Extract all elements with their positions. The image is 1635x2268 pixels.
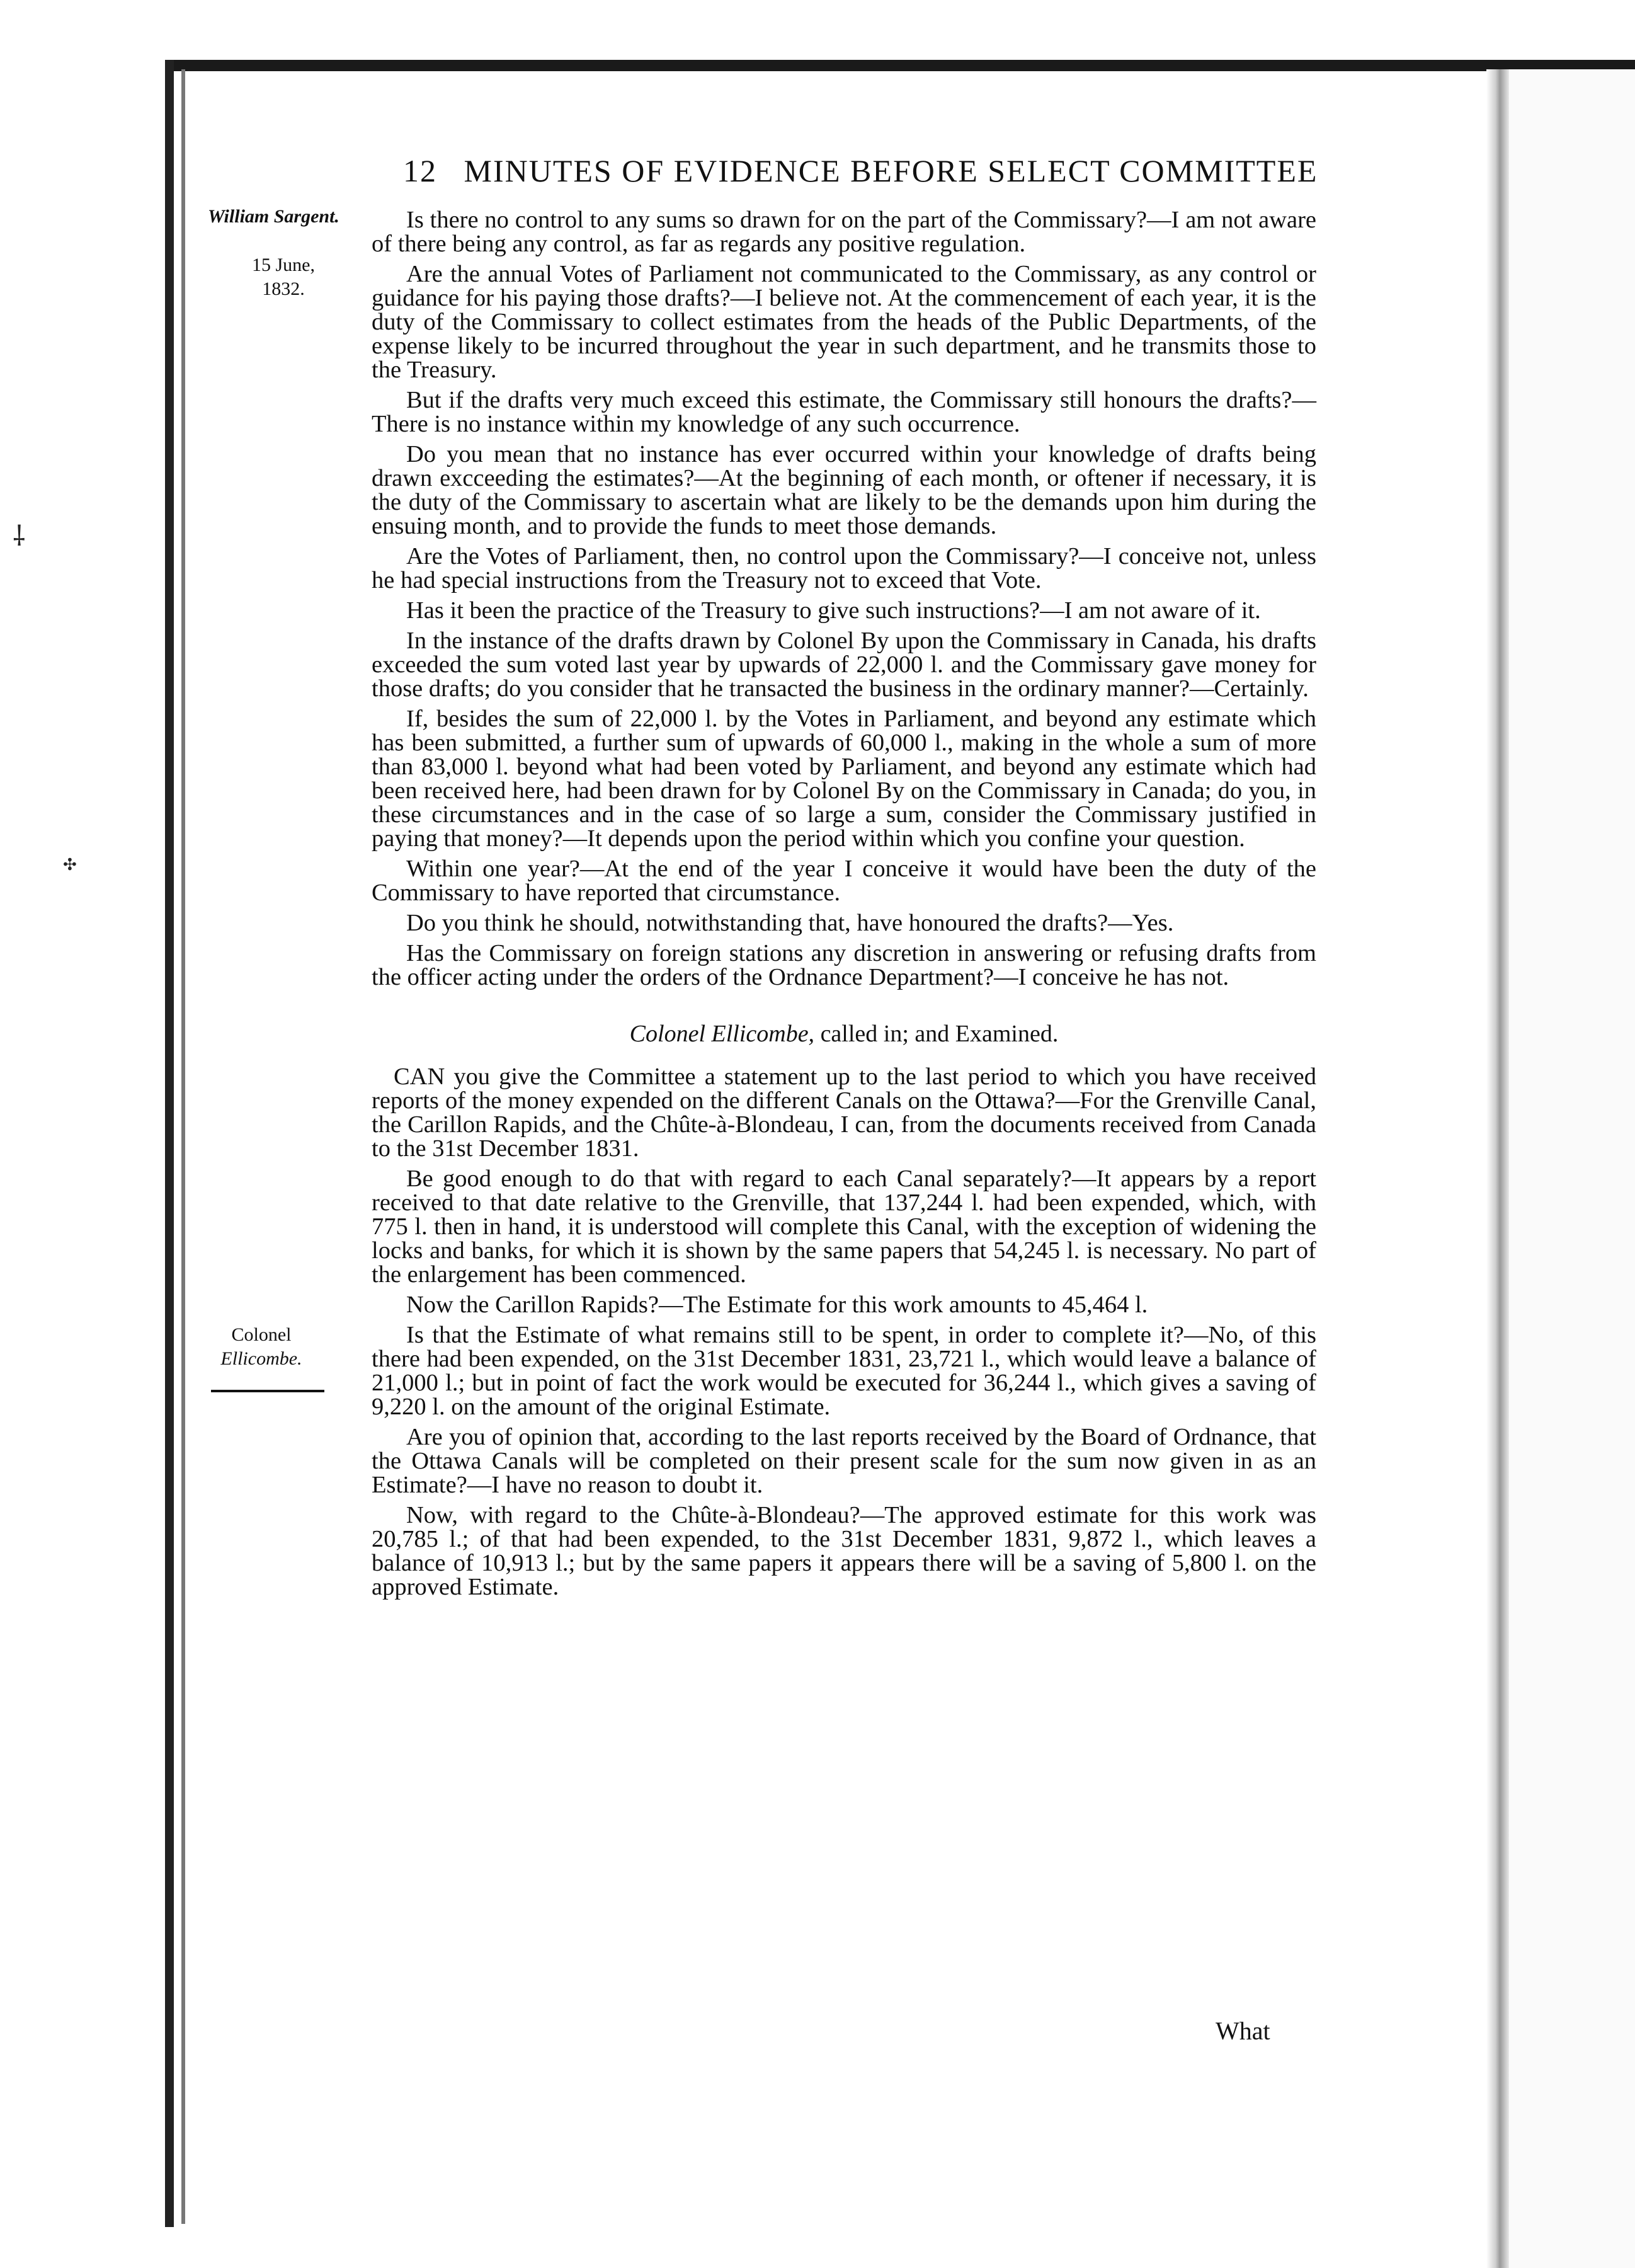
- evidence-paragraph: Do you think he should, notwithstanding that, have honoured the drafts?—Yes.: [406, 910, 1174, 936]
- running-title: MINUTES OF EVIDENCE BEFORE SELECT COMMITTEE: [464, 153, 1318, 188]
- scan-frame-top: [165, 60, 1635, 71]
- scan-frame-left-inner: [181, 69, 185, 2224]
- margin-witness-2-title: Colonel: [231, 1324, 292, 1345]
- evidence-paragraph: Are the annual Votes of Parliament not communicated to the Commissary, as any control or guidance for his paying those drafts?—I believe not. At the commencement of each year, it is the duty of the Commissary to collect estimates from the heads of the Public Departments, of the expense likely to be incurred throughout the year in such department, and he transmits those to the Treasury.: [372, 261, 1316, 383]
- evidence-paragraph: Now, with regard to the Chûte-à-Blondeau?—The approved estimate for this work was 20,785 l.; of that had been expended, to the 31st December 1831, 9,872 l., which leaves a balance of 10,913 l.; but by the same papers it appears there will be a saving of 5,800 l. on the approved Estimate.: [372, 1502, 1316, 1600]
- evidence-paragraph: But if the drafts very much exceed this estimate, the Commissary still honours the drafts?—There is no instance within my knowledge of any such occurrence.: [372, 387, 1316, 437]
- witness-heading-text: called in; and Examined.: [814, 1021, 1059, 1047]
- margin-witness-2: [198, 1323, 324, 1371]
- witness-heading: [372, 1022, 1316, 1046]
- page-header: [403, 152, 1318, 189]
- margin-witness-name: William Sargent.: [208, 206, 339, 227]
- page-gutter-shadow: [1486, 69, 1509, 2268]
- margin-witness-2-name: Ellicombe.: [220, 1348, 302, 1369]
- margin-rule: [211, 1390, 324, 1392]
- evidence-body: [372, 208, 1316, 1605]
- evidence-paragraph: Are you of opinion that, according to the last reports received by the Board of Ordnance, that the Ottawa Canals will be completed on their present scale for the sum now given in as an Estimate?—I have no reason to doubt it.: [372, 1424, 1316, 1498]
- facing-page-edge: [1509, 69, 1635, 2268]
- evidence-paragraph: Are the Votes of Parliament, then, no control upon the Commissary?—I conceive not, unless he had special instructions from the Treasury not to exceed that Vote.: [372, 543, 1316, 593]
- margin-date-day: 15 June,: [252, 255, 315, 275]
- evidence-paragraph: Is that the Estimate of what remains still to be spent, in order to complete it?—No, of this there had been expended, on the 31st December 1831, 23,721 l., which would leave a balance of 21,000 l.; but in point of fact the work would be executed for 36,244 l., which gives a saving of 9,220 l. on the amount of the original Estimate.: [372, 1322, 1316, 1420]
- evidence-paragraph: Do you mean that no instance has ever occurred within your knowledge of drafts being drawn excceeding the estimates?—At the beginning of each month, or oftener if necessary, it is the duty of the Commissary to ascertain what are likely to be the demands upon him during the ensuing month, and to provide the funds to meet those demands.: [372, 441, 1316, 539]
- evidence-paragraph: Within one year?—At the end of the year I conceive it would have been the duty of the Commissary to have reported that circumstance.: [372, 856, 1316, 906]
- scan-frame-left: [165, 60, 174, 2227]
- evidence-paragraph: CAN you give the Committee a statement up to the last period to which you have received reports of the money expended on the different Canals on the Ottawa?—For the Grenville Canal, the Carillon Rapids, and the Chûte-à-Blondeau, I can, from the documents received from Canada to the 31st December 1831.: [372, 1063, 1316, 1162]
- evidence-paragraph: Now the Carillon Rapids?—The Estimate for this work amounts to 45,464 l.: [406, 1292, 1148, 1318]
- scan-speck: ✣: [63, 856, 77, 874]
- evidence-paragraph: Be good enough to do that with regard to each Canal separately?—It appears by a report received to that date relative to the Grenville, that 137,244 l. had been expended, which, with 775 l. then in hand, it is understood will complete this Canal, with the exception of widening the locks and banks, for which it is shown by the same papers that 54,245 l. is necessary. No part of the enlargement has been commenced.: [372, 1166, 1316, 1288]
- scan-speck: ⸸: [13, 521, 26, 552]
- page-number: 12: [403, 153, 437, 188]
- margin-witness-date: [227, 253, 340, 301]
- evidence-paragraph: Is there no control to any sums so drawn for on the part of the Commissary?—I am not aware of there being any control, as far as regards any positive regulation.: [372, 207, 1316, 257]
- witness-heading-name: Colonel Ellicombe,: [629, 1021, 815, 1047]
- evidence-paragraph: If, besides the sum of 22,000 l. by the Votes in Parliament, and beyond any estimate which has been submitted, a further sum of upwards of 60,000 l., making in the whole a sum of more than 83,000 l. beyond what had been voted by Parliament, and beyond any estimate which had been received here, had been drawn for by Colonel By on the Commissary in Canada; do you, in these circumstances and in the case of so large a sum, consider the Commissary justified in paying that money?—It depends upon the period within which you confine your question.: [372, 706, 1316, 852]
- catchword: What: [1216, 2017, 1270, 2045]
- evidence-paragraph: In the instance of the drafts drawn by Colonel By upon the Commissary in Canada, his drafts exceeded the sum voted last year by upwards of 22,000 l. and the Commissary gave money for those drafts; do you consider that he transacted the business in the ordinary manner?—Certainly.: [372, 627, 1316, 702]
- evidence-paragraph: Has it been the practice of the Treasury to give such instructions?—I am not aware of it.: [406, 597, 1261, 624]
- evidence-paragraph: Has the Commissary on foreign stations any discretion in answering or refusing drafts from the officer acting under the orders of the Ordnance Department?—I conceive he has not.: [372, 940, 1316, 990]
- margin-date-year: 1832.: [262, 278, 305, 299]
